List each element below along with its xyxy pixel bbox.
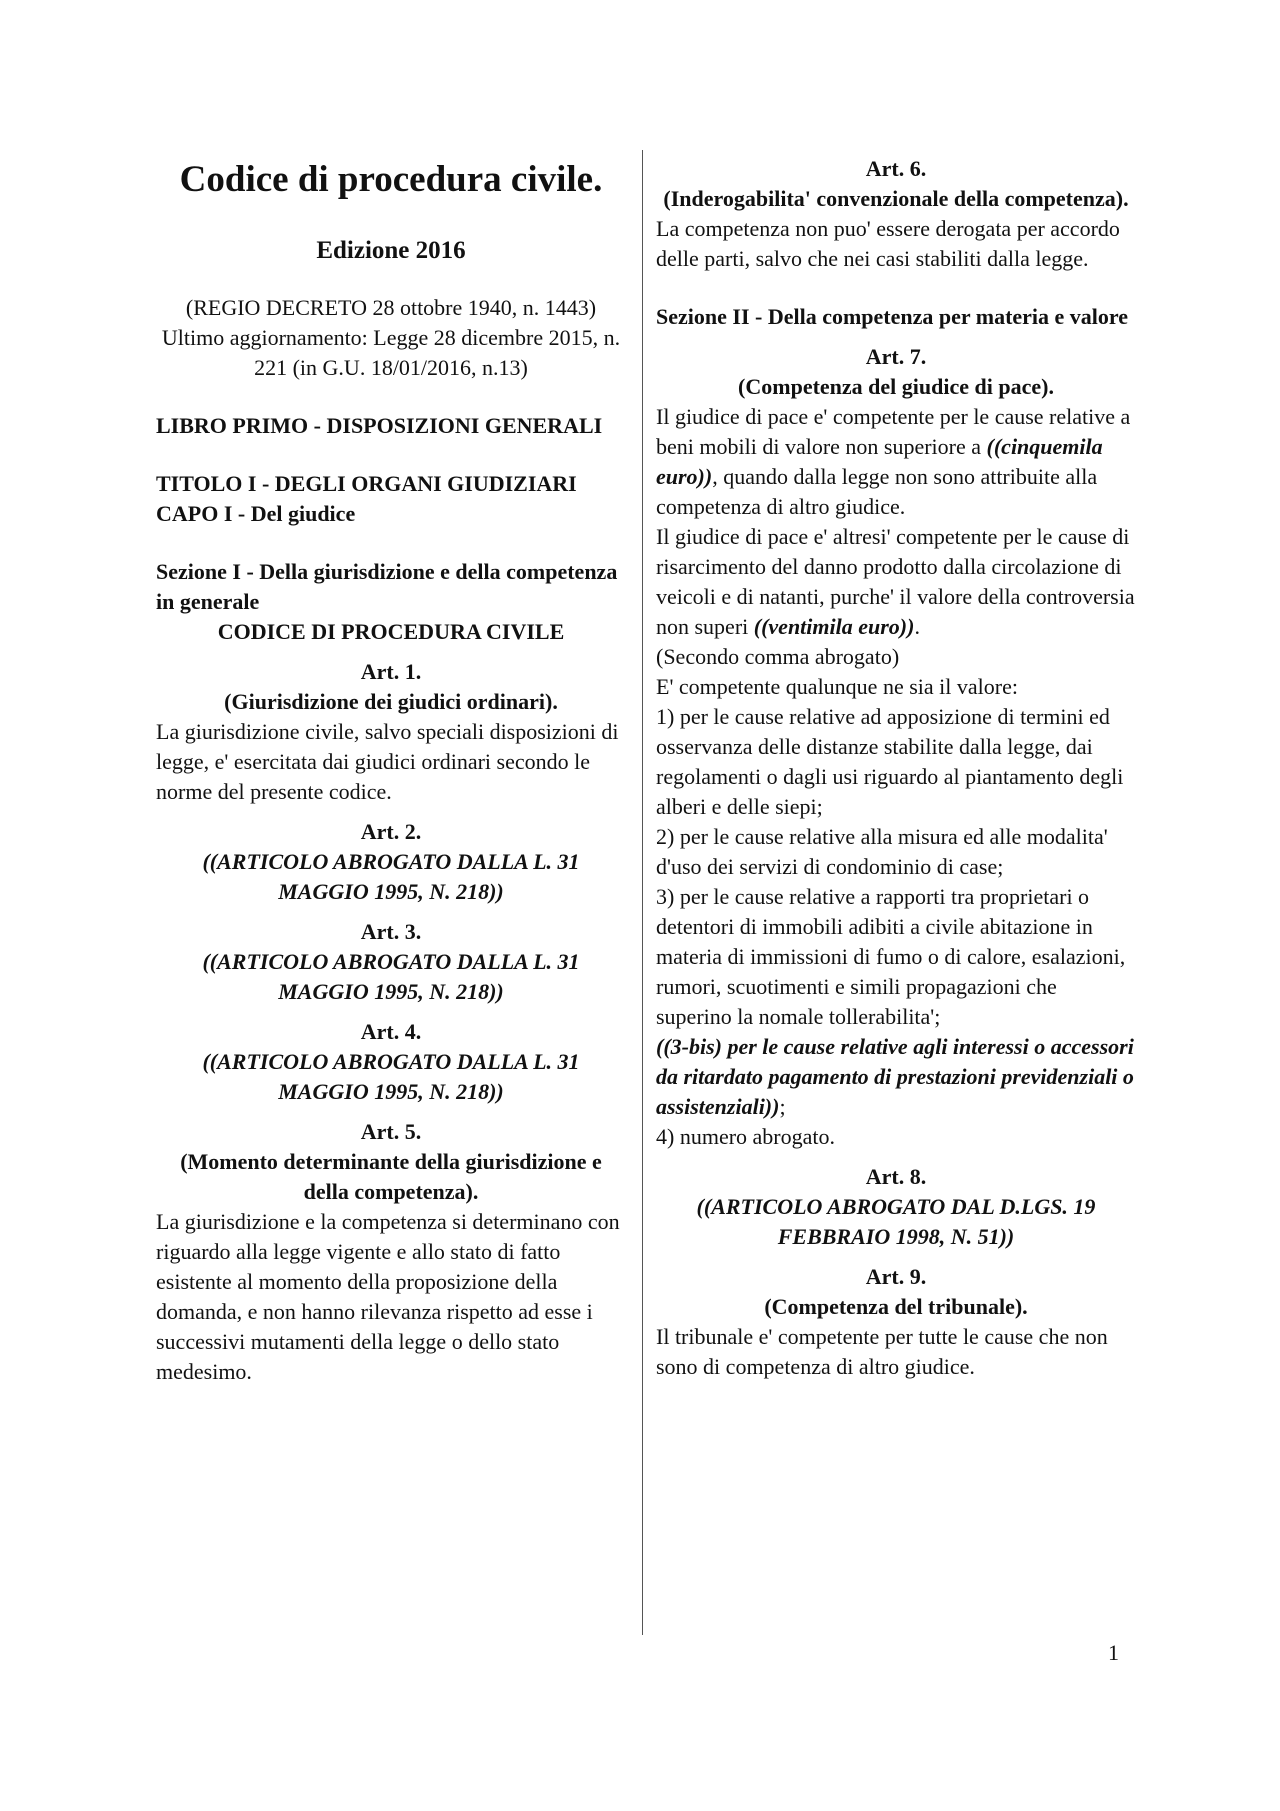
art1-title: (Giurisdizione dei giudici ordinari). (224, 689, 558, 714)
art7-paragraph-2: Il giudice di pace e' altresi' competente per le cause di risarcimento del danno prodotto dalla circolazione di veicoli e di natanti, purche' il valore della controversia non superi ((ventimila euro)). (656, 524, 1135, 639)
art8-number: Art. 8. (865, 1164, 927, 1189)
art3-number: Art. 3. (360, 919, 422, 944)
art5-number: Art. 5. (360, 1119, 422, 1144)
code-heading: CODICE DI PROCEDURA CIVILE (217, 619, 565, 644)
art4-number: Art. 4. (360, 1019, 422, 1044)
libro-heading: LIBRO PRIMO - DISPOSIZIONI GENERALI (156, 413, 603, 438)
art7-item-3: 3) per le cause relative a rapporti tra proprietari o detentori di immobili adibiti a civile abitazione in materia di immissioni di fumo o di calore, esalazioni, rumori, scuotimenti e simili propagazioni che superino la nomale tollerabilita'; (656, 884, 1126, 1029)
art7-title: (Competenza del giudice di pace). (738, 374, 1054, 399)
art6-number: Art. 6. (865, 156, 927, 181)
edition-label: Edizione 2016 (316, 237, 466, 264)
art7-item-4: 4) numero abrogato. (656, 1124, 835, 1149)
sezione-heading: Sezione I - Della giurisdizione e della competenza in generale (156, 559, 618, 614)
art7-paragraph-1: Il giudice di pace e' competente per le cause relative a beni mobili di valore non superiore a ((cinquemila euro)), quando dalla legge non sono attribuite alla competenza di altro giudice. (656, 404, 1131, 519)
art9-title: (Competenza del tribunale). (764, 1294, 1028, 1319)
art7-item-2: 2) per le cause relative alla misura ed alle modalita' d'uso dei servizi di condominio di case; (656, 824, 1108, 879)
right-column (656, 154, 1136, 1382)
art2-number: Art. 2. (360, 819, 422, 844)
art5-title: (Momento determinante della giurisdizione e della competenza). (180, 1149, 602, 1204)
art2-text: ((ARTICOLO ABROGATO DALLA L. 31 MAGGIO 1995, N. 218)) (202, 849, 580, 904)
decree-reference: (REGIO DECRETO 28 ottobre 1940, n. 1443) (185, 295, 597, 320)
art9-number: Art. 9. (865, 1264, 927, 1289)
document-title: Codice di procedura civile. (179, 159, 603, 200)
art6-text: La competenza non puo' essere derogata per accordo delle parti, salvo che nei casi stabiliti dalla legge. (656, 216, 1120, 271)
page-number: 1 (1108, 1640, 1119, 1665)
art3-text: ((ARTICOLO ABROGATO DALLA L. 31 MAGGIO 1995, N. 218)) (202, 949, 580, 1004)
art7-number: Art. 7. (865, 344, 927, 369)
art8-text: ((ARTICOLO ABROGATO DAL D.LGS. 19 FEBBRAIO 1998, N. 51)) (696, 1194, 1096, 1249)
art6-title: (Inderogabilita' convenzionale della competenza). (663, 186, 1129, 211)
art7-item-1: 1) per le cause relative ad apposizione di termini ed osservanza delle distanze stabilite dalla legge, dai regolamenti o dagli usi riguardo al piantamento degli alberi e delle siepi; (656, 704, 1124, 819)
sezione2-heading: Sezione II - Della competenza per materia e valore (656, 304, 1129, 329)
art5-text: La giurisdizione e la competenza si determinano con riguardo alla legge vigente e allo stato di fatto esistente al momento della proposizione della domanda, e non hanno rilevanza rispetto ad esse i successivi mutamenti della legge o dello stato medesimo. (156, 1209, 620, 1384)
art1-text: La giurisdizione civile, salvo speciali disposizioni di legge, e' esercitata dai giudici ordinari secondo le norme del presente codice. (156, 719, 619, 804)
last-update: Ultimo aggiornamento: Legge 28 dicembre 2015, n. 221 (in G.U. 18/01/2016, n.13) (161, 325, 621, 380)
titolo-heading: TITOLO I - DEGLI ORGANI GIUDIZIARI (156, 471, 577, 496)
column-divider (642, 150, 643, 1635)
art1-number: Art. 1. (360, 659, 422, 684)
art7-paragraph-3: (Secondo comma abrogato) (656, 644, 900, 669)
capo-heading: CAPO I - Del giudice (156, 501, 356, 526)
art9-text: Il tribunale e' competente per tutte le cause che non sono di competenza di altro giudice. (656, 1324, 1108, 1379)
left-column (156, 150, 626, 1387)
art4-text: ((ARTICOLO ABROGATO DALLA L. 31 MAGGIO 1995, N. 218)) (202, 1049, 580, 1104)
art7-item-3bis: ((3-bis) per le cause relative agli interessi o accessori da ritardato pagamento di prestazioni previdenziali o assistenziali)); (656, 1034, 1134, 1119)
art7-paragraph-4: E' competente qualunque ne sia il valore: (656, 674, 1018, 699)
